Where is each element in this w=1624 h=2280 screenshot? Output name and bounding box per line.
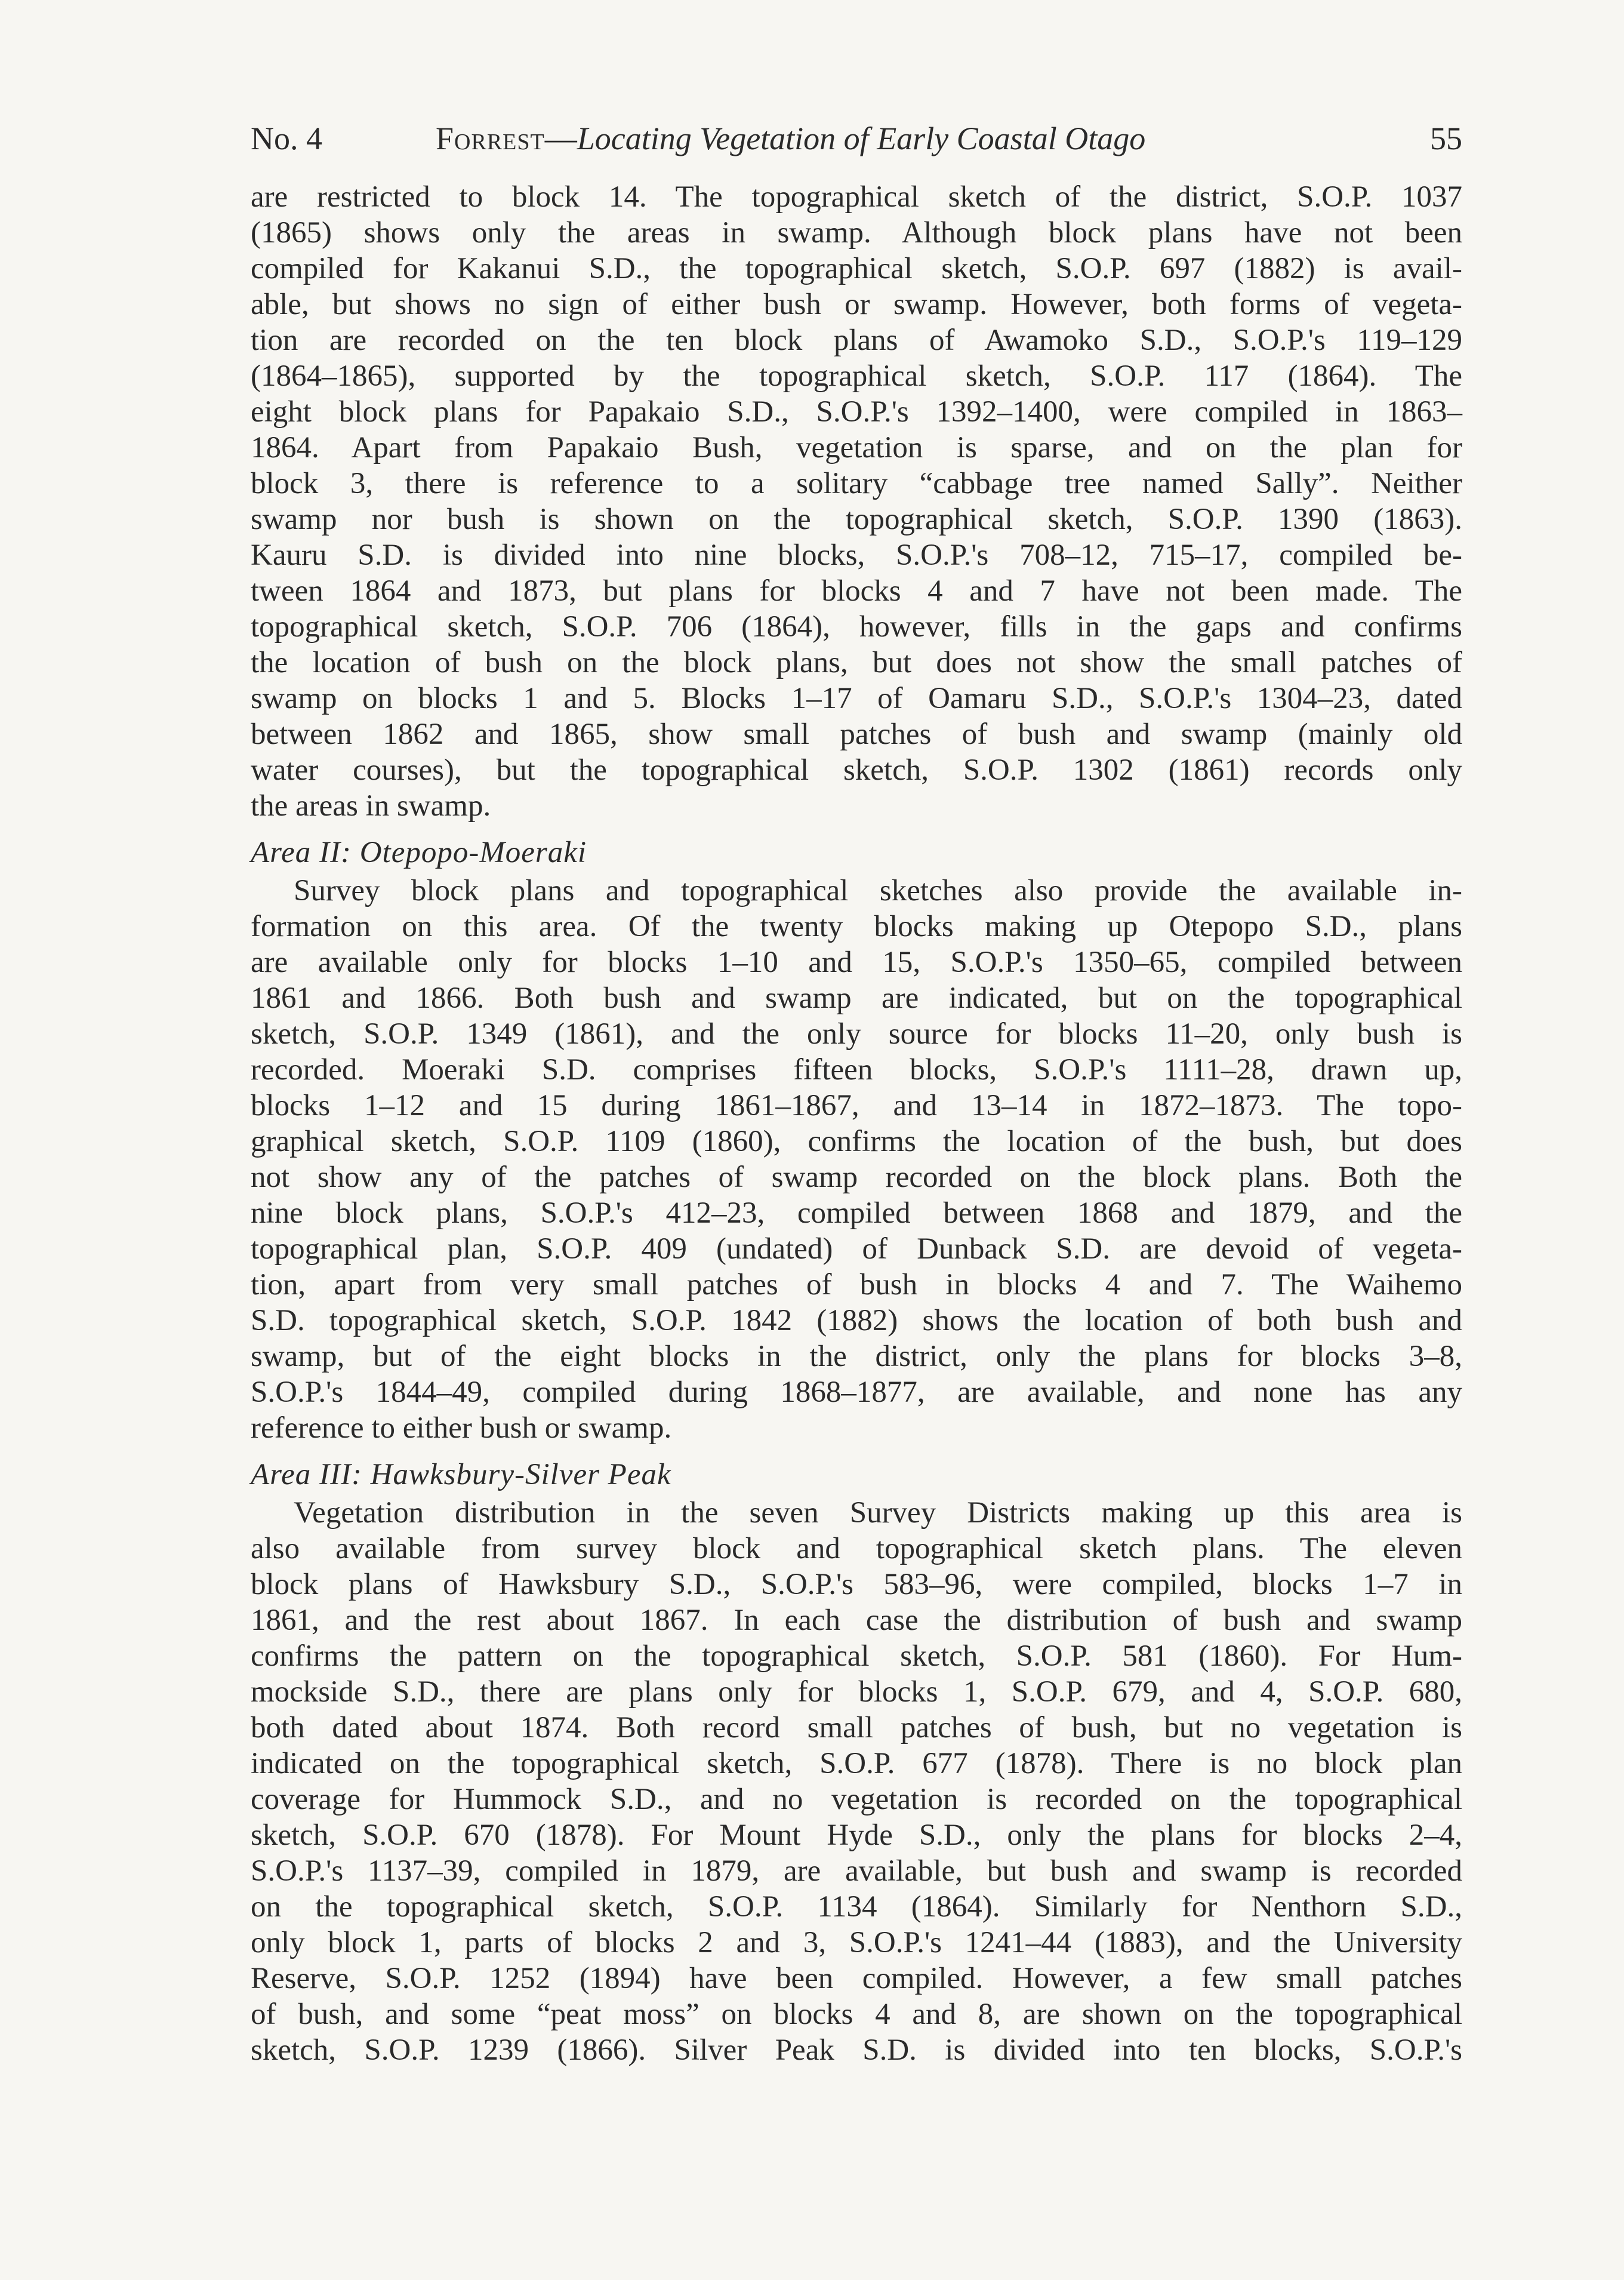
text-line: reference to either bush or swamp. bbox=[251, 1411, 672, 1445]
text-line: tween 1864 and 1873, but plans for blocks 4 and 7 have not been made. The bbox=[251, 574, 1462, 608]
text-line: topographical plan, S.O.P. 409 (undated) of Dunback S.D. are devoid of vegeta- bbox=[251, 1232, 1462, 1266]
text-line: S.O.P.'s 1137–39, compiled in 1879, are available, but bush and swamp is recorded bbox=[251, 1854, 1462, 1888]
text-line: not show any of the patches of swamp recorded on the block plans. Both the bbox=[251, 1161, 1462, 1194]
text-line: formation on this area. Of the twenty blocks making up Otepopo S.D., plans bbox=[251, 910, 1462, 943]
text-line: Survey block plans and topographical sketches also provide the available in- bbox=[294, 874, 1462, 907]
text-line: also available from survey block and topographical sketch plans. The eleven bbox=[251, 1532, 1462, 1565]
text-line: the areas in swamp. bbox=[251, 789, 491, 823]
text-line: 1861 and 1866. Both bush and swamp are indicated, but on the topographical bbox=[251, 981, 1462, 1015]
text-line: blocks 1–12 and 15 during 1861–1867, and 13–14 in 1872–1873. The topo- bbox=[251, 1089, 1462, 1122]
text-line: are available only for blocks 1–10 and 15, S.O.P.'s 1350–65, compiled between bbox=[251, 946, 1462, 979]
text-line: swamp, but of the eight blocks in the district, only the plans for blocks 3–8, bbox=[251, 1340, 1462, 1373]
text-line: water courses), but the topographical sketch, S.O.P. 1302 (1861) records only bbox=[251, 753, 1462, 787]
section-heading-area-iii: Area III: Hawksbury-Silver Peak bbox=[251, 1458, 671, 1491]
text-line: topographical sketch, S.O.P. 706 (1864), however, fills in the gaps and confirms bbox=[251, 610, 1462, 644]
author-name: Forrest bbox=[436, 121, 545, 156]
text-line: both dated about 1874. Both record small patches of bush, but no vegetation is bbox=[251, 1711, 1462, 1744]
paragraph-area-iii bbox=[251, 1495, 1462, 2068]
text-line: are restricted to block 14. The topographical sketch of the district, S.O.P. 1037 bbox=[251, 180, 1462, 214]
text-line: S.O.P.'s 1844–49, compiled during 1868–1877, are available, and none has any bbox=[251, 1376, 1462, 1409]
text-line: Kauru S.D. is divided into nine blocks, S.O.P.'s 708–12, 715–17, compiled be- bbox=[251, 539, 1462, 572]
paragraph-area-ii bbox=[251, 873, 1462, 1446]
text-line: on the topographical sketch, S.O.P. 1134 (1864). Similarly for Nenthorn S.D., bbox=[251, 1890, 1462, 1924]
running-title bbox=[436, 115, 1145, 162]
text-line: nine block plans, S.O.P.'s 412–23, compiled between 1868 and 1879, and the bbox=[251, 1196, 1462, 1230]
text-line: graphical sketch, S.O.P. 1109 (1860), confirms the location of the bush, but does bbox=[251, 1125, 1462, 1158]
article-title: Locating Vegetation of Early Coastal Otago bbox=[577, 121, 1146, 156]
text-line: Reserve, S.O.P. 1252 (1894) have been compiled. However, a few small patches bbox=[251, 1962, 1462, 1995]
text-line: Vegetation distribution in the seven Survey Districts making up this area is bbox=[294, 1496, 1462, 1530]
text-line: sketch, S.O.P. 670 (1878). For Mount Hyde S.D., only the plans for blocks 2–4, bbox=[251, 1819, 1462, 1852]
text-line: recorded. Moeraki S.D. comprises fifteen blocks, S.O.P.'s 1111–28, drawn up, bbox=[251, 1053, 1462, 1087]
text-line: only block 1, parts of blocks 2 and 3, S.O.P.'s 1241–44 (1883), and the University bbox=[251, 1926, 1462, 1959]
text-line: swamp nor bush is shown on the topographical sketch, S.O.P. 1390 (1863). bbox=[251, 503, 1462, 536]
text-line: coverage for Hummock S.D., and no vegetation is recorded on the topographical bbox=[251, 1783, 1462, 1816]
text-line: tion, apart from very small patches of bush in blocks 4 and 7. The Waihemo bbox=[251, 1268, 1462, 1301]
section-heading-area-ii: Area II: Otepopo-Moeraki bbox=[251, 836, 587, 869]
text-line: (1865) shows only the areas in swamp. Although block plans have not been bbox=[251, 216, 1462, 250]
text-line: mockside S.D., there are plans only for blocks 1, S.O.P. 679, and 4, S.O.P. 680, bbox=[251, 1675, 1462, 1709]
text-line: sketch, S.O.P. 1349 (1861), and the only source for blocks 11–20, only bush is bbox=[251, 1017, 1462, 1051]
text-line: S.D. topographical sketch, S.O.P. 1842 (1882) shows the location of both bush and bbox=[251, 1304, 1462, 1337]
paragraph-area-i-continued bbox=[251, 179, 1462, 824]
text-line: 1861, and the rest about 1867. In each case the distribution of bush and swamp bbox=[251, 1604, 1462, 1637]
text-line: 1864. Apart from Papakaio Bush, vegetation is sparse, and on the plan for bbox=[251, 431, 1462, 464]
text-line: indicated on the topographical sketch, S.O.P. 677 (1878). There is no block plan bbox=[251, 1747, 1462, 1780]
text-line: eight block plans for Papakaio S.D., S.O.P.'s 1392–1400, were compiled in 1863– bbox=[251, 395, 1462, 429]
page-number: 55 bbox=[1430, 121, 1462, 156]
text-line: swamp on blocks 1 and 5. Blocks 1–17 of Oamaru S.D., S.O.P.'s 1304–23, dated bbox=[251, 682, 1462, 715]
text-line: tion are recorded on the ten block plans of Awamoko S.D., S.O.P.'s 119–129 bbox=[251, 324, 1462, 357]
text-line: (1864–1865), supported by the topographical sketch, S.O.P. 117 (1864). The bbox=[251, 359, 1462, 393]
running-header bbox=[251, 115, 1462, 162]
issue-number: No. 4 bbox=[251, 121, 322, 156]
article-body bbox=[251, 179, 1462, 2068]
text-line: compiled for Kakanui S.D., the topographical sketch, S.O.P. 697 (1882) is avail- bbox=[251, 252, 1462, 285]
text-line: the location of bush on the block plans, but does not show the small patches of bbox=[251, 646, 1462, 679]
text-line: block 3, there is reference to a solitary “cabbage tree named Sally”. Neither bbox=[251, 467, 1462, 500]
text-line: able, but shows no sign of either bush or swamp. However, both forms of vegeta- bbox=[251, 288, 1462, 321]
text-line: sketch, S.O.P. 1239 (1866). Silver Peak S.D. is divided into ten blocks, S.O.P.'s bbox=[251, 2033, 1462, 2067]
text-line: of bush, and some “peat moss” on blocks 4 and 8, are shown on the topographical bbox=[251, 1998, 1462, 2031]
text-line: confirms the pattern on the topographical sketch, S.O.P. 581 (1860). For Hum- bbox=[251, 1639, 1462, 1673]
text-line: between 1862 and 1865, show small patches of bush and swamp (mainly old bbox=[251, 718, 1462, 751]
text-line: block plans of Hawksbury S.D., S.O.P.'s 583–96, were compiled, blocks 1–7 in bbox=[251, 1568, 1462, 1601]
title-dash: — bbox=[544, 121, 577, 156]
